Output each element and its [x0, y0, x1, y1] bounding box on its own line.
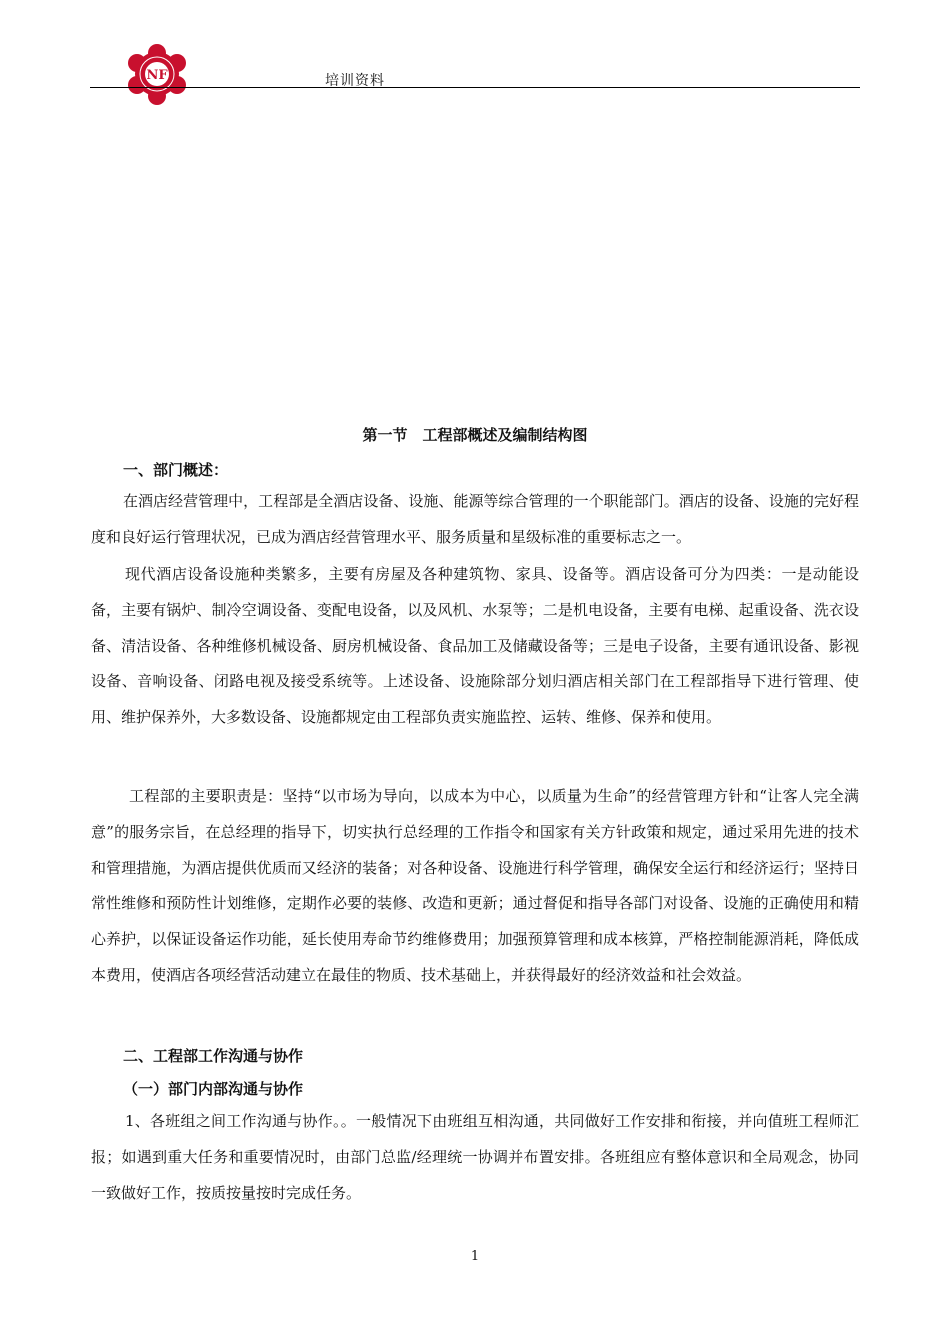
- header-divider: [90, 87, 860, 88]
- paragraph-equipment: 现代酒店设备设施种类繁多，主要有房屋及各种建筑物、家具、设备等。酒店设备可分为四类：一是动能设备，主要有锅炉、制冷空调设备、变配电设备，以及风机、水泵等；二是机电设备，主要有电梯、起重设备、洗衣设备、清洁设备、各种维修机械设备、厨房机械设备、食品加工及储藏设备等；三是电子设备，主要有通讯设备、影视设备、音响设备、闭路电视及接受系统等。上述设备、设施除部分划归酒店相关部门在工程部指导下进行管理、使用、维护保养外，大多数设备、设施都规定由工程部负责实施监控、运转、维修、保养和使用。: [91, 565, 859, 727]
- heading-department-overview: 一、部门概述：: [123, 461, 229, 479]
- paragraph-responsibilities: 工程部的主要职责是：坚持“以市场为导向，以成本为中心，以质量为生命”的经营管理方针和“让客人完全满意”的服务宗旨，在总经理的指导下，切实执行总经理的工作指令和国家有关方针政策和规定，通过采用先进的技术和管理措施，为酒店提供优质而又经济的装备；对各种设备、设施进行科学管理，确保安全运行和经济运行；坚持日常性维修和预防性计划维修，定期作必要的装修、改造和更新；通过督促和指导各部门对设备、设施的正确使用和精心养护，以保证设备运作功能，延长使用寿命节约维修费用；加强预算管理和成本核算，严格控制能源消耗，降低成本费用，使酒店各项经营活动建立在最佳的物质、技术基础上，并获得最好的经济效益和社会效益。: [91, 787, 859, 984]
- page-number: 1: [470, 1249, 480, 1264]
- heading-internal-communication: （一）部门内部沟通与协作: [123, 1080, 304, 1098]
- company-logo: [124, 44, 190, 106]
- paragraph-overview: 在酒店经营管理中，工程部是全酒店设备、设施、能源等综合管理的一个职能部门。酒店的设备、设施的完好程度和良好运行管理状况，已成为酒店经营管理水平、服务质量和星级标准的重要标志之一。: [91, 492, 859, 546]
- header-title: 培训资料: [325, 73, 385, 89]
- paragraph-team-coordination: 1、各班组之间工作沟通与协作。。一般情况下由班组互相沟通，共同做好工作安排和衔接，并向值班工程师汇报；如遇到重大任务和重要情况时，由部门总监/经理统一协调并布置安排。各班组应有整体意识和全局观念，协同一致做好工作，按质按量按时完成任务。: [91, 1112, 859, 1202]
- logo-letters: NF: [146, 68, 168, 83]
- section-title: 第一节 工程部概述及编制结构图: [362, 426, 588, 444]
- heading-communication: 二、工程部工作沟通与协作: [123, 1047, 304, 1065]
